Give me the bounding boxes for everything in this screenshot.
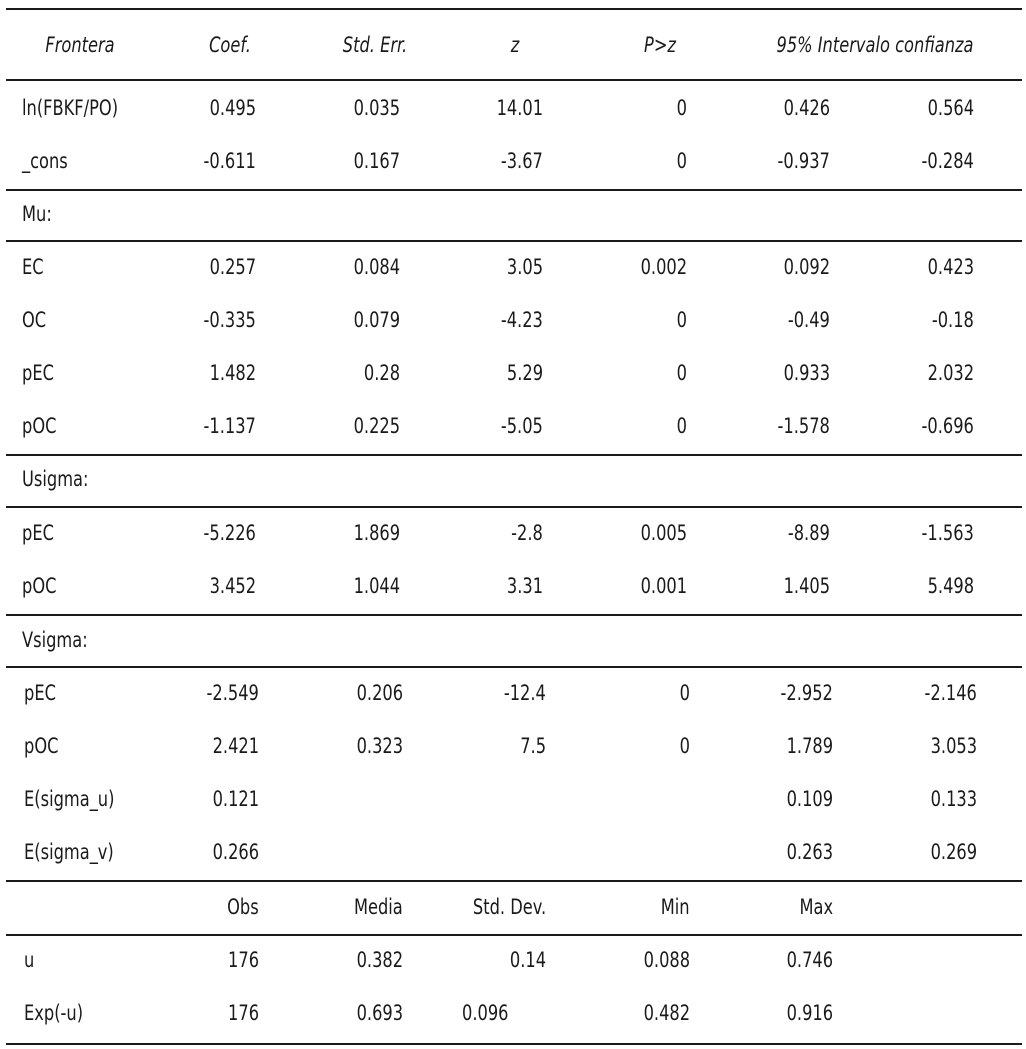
se-value: 0.084	[353, 255, 400, 279]
ci-high-value: -1.563	[921, 521, 974, 545]
coef-value: -0.611	[203, 149, 256, 173]
table-row	[0, 82, 1026, 135]
max-value: 0.746	[786, 948, 833, 972]
ci-high-value: 3.053	[930, 734, 977, 758]
row-label: pOC	[22, 574, 57, 598]
obs-value: 176	[227, 1001, 259, 1025]
z-value: -3.67	[500, 149, 543, 173]
section-label-row	[0, 453, 1026, 506]
table-row	[0, 667, 1026, 720]
section-label-row	[0, 614, 1026, 667]
coef-value: 3.452	[209, 574, 256, 598]
bottom-rule	[6, 1043, 1022, 1045]
ci-low-value: 1.789	[786, 734, 833, 758]
p-value: 0	[676, 149, 687, 173]
obs-value: 176	[227, 948, 259, 972]
p-value: 0	[676, 308, 687, 332]
se-value: 1.869	[353, 521, 400, 545]
z-value: -5.05	[500, 414, 543, 438]
ci-low-value: 0.426	[783, 96, 830, 120]
min-value: 0.088	[643, 948, 690, 972]
coef-value: -5.226	[203, 521, 256, 545]
ci-low-value: 0.109	[786, 787, 833, 811]
table-row	[0, 347, 1026, 400]
ci-high-value: -2.146	[924, 681, 977, 705]
row-label: EC	[22, 255, 44, 279]
row-label: E(sigma_v)	[24, 840, 114, 864]
ci-low-value: -2.952	[780, 681, 833, 705]
ci-high-value: 0.133	[930, 787, 977, 811]
ci-low-value: 0.933	[783, 361, 830, 385]
header-coef: Coef.	[209, 33, 251, 57]
ci-high-value: 2.032	[927, 361, 974, 385]
section-label-mu: Mu:	[22, 202, 52, 226]
z-value: -4.23	[500, 308, 543, 332]
table-row	[0, 507, 1026, 560]
header-std-dev: Std. Dev.	[472, 895, 546, 919]
header-frontera: Frontera	[45, 33, 115, 57]
row-label: OC	[22, 308, 47, 332]
z-value: 14.01	[496, 96, 543, 120]
se-value: 0.323	[356, 734, 403, 758]
se-value: 0.225	[353, 414, 400, 438]
ci-low-value: -0.49	[787, 308, 830, 332]
p-value: 0.001	[640, 574, 687, 598]
row-label: Exp(-u)	[24, 1001, 84, 1025]
coef-value: -0.335	[203, 308, 256, 332]
section-label-row	[0, 188, 1026, 241]
coef-value: -1.137	[203, 414, 256, 438]
se-value: 0.035	[353, 96, 400, 120]
row-label: ln(FBKF/PO)	[22, 96, 119, 120]
ci-low-value: -8.89	[787, 521, 830, 545]
max-value: 0.916	[786, 1001, 833, 1025]
ci-high-value: 5.498	[927, 574, 974, 598]
p-value: 0	[679, 681, 690, 705]
z-value: 3.31	[506, 574, 543, 598]
ci-high-value: -0.284	[921, 149, 974, 173]
header-media: Media	[354, 895, 403, 919]
media-value: 0.693	[356, 1001, 403, 1025]
section-label-vsigma: Vsigma:	[22, 628, 88, 652]
header-std-err: Std. Err.	[342, 33, 408, 57]
std-dev-value: 0.096	[462, 1001, 509, 1025]
coef-value: 0.266	[212, 840, 259, 864]
se-value: 0.167	[353, 149, 400, 173]
se-value: 0.28	[363, 361, 400, 385]
row-label: E(sigma_u)	[24, 787, 115, 811]
min-value: 0.482	[643, 1001, 690, 1025]
p-value: 0	[676, 414, 687, 438]
ci-low-value: 1.405	[783, 574, 830, 598]
section-label-usigma: Usigma:	[22, 467, 89, 491]
se-value: 1.044	[353, 574, 400, 598]
table-row	[0, 560, 1026, 613]
header-p: P>z	[644, 33, 676, 57]
media-value: 0.382	[356, 948, 403, 972]
ci-high-value: -0.18	[931, 308, 974, 332]
table-row	[0, 934, 1026, 987]
se-value: 0.079	[353, 308, 400, 332]
p-value: 0.005	[640, 521, 687, 545]
header-obs: Obs	[227, 895, 259, 919]
row-label: pEC	[22, 361, 54, 385]
z-value: 5.29	[506, 361, 543, 385]
summary-header-row	[0, 881, 1026, 934]
z-value: -12.4	[503, 681, 546, 705]
coef-value: 0.495	[209, 96, 256, 120]
row-label: _cons	[22, 149, 68, 173]
p-value: 0	[676, 96, 687, 120]
ci-low-value: 0.092	[783, 255, 830, 279]
ci-high-value: 0.564	[927, 96, 974, 120]
ci-low-value: -1.578	[777, 414, 830, 438]
p-value: 0.002	[640, 255, 687, 279]
ci-high-value: 0.423	[927, 255, 974, 279]
top-rule	[6, 8, 1022, 10]
table-row	[0, 135, 1026, 188]
table-row	[0, 294, 1026, 347]
row-label: pEC	[22, 521, 54, 545]
ci-low-value: -0.937	[777, 149, 830, 173]
ci-high-value: 0.269	[930, 840, 977, 864]
header-rule	[6, 79, 1022, 81]
header-z: z	[510, 33, 520, 57]
coef-value: -2.549	[206, 681, 259, 705]
ci-high-value: -0.696	[921, 414, 974, 438]
coef-value: 2.421	[212, 734, 259, 758]
se-value: 0.206	[356, 681, 403, 705]
header-max: Max	[799, 895, 833, 919]
header-ci: 95% Intervalo confianza	[776, 33, 974, 57]
coef-value: 0.121	[212, 787, 259, 811]
row-label: pEC	[24, 681, 56, 705]
table-row	[0, 720, 1026, 773]
row-label: pOC	[24, 734, 59, 758]
p-value: 0	[679, 734, 690, 758]
table-row	[0, 400, 1026, 453]
row-label: u	[24, 948, 35, 972]
z-value: 3.05	[506, 255, 543, 279]
std-dev-value: 0.14	[509, 948, 546, 972]
header-min: Min	[661, 895, 690, 919]
table-row	[0, 987, 1026, 1040]
p-value: 0	[676, 361, 687, 385]
row-label: pOC	[22, 414, 57, 438]
ci-low-value: 0.263	[786, 840, 833, 864]
z-value: 7.5	[520, 734, 546, 758]
table-row	[0, 826, 1026, 879]
table-row	[0, 241, 1026, 294]
coef-value: 1.482	[209, 361, 256, 385]
coef-value: 0.257	[209, 255, 256, 279]
table-row	[0, 773, 1026, 826]
z-value: -2.8	[511, 521, 543, 545]
table-header-row	[0, 19, 1026, 72]
